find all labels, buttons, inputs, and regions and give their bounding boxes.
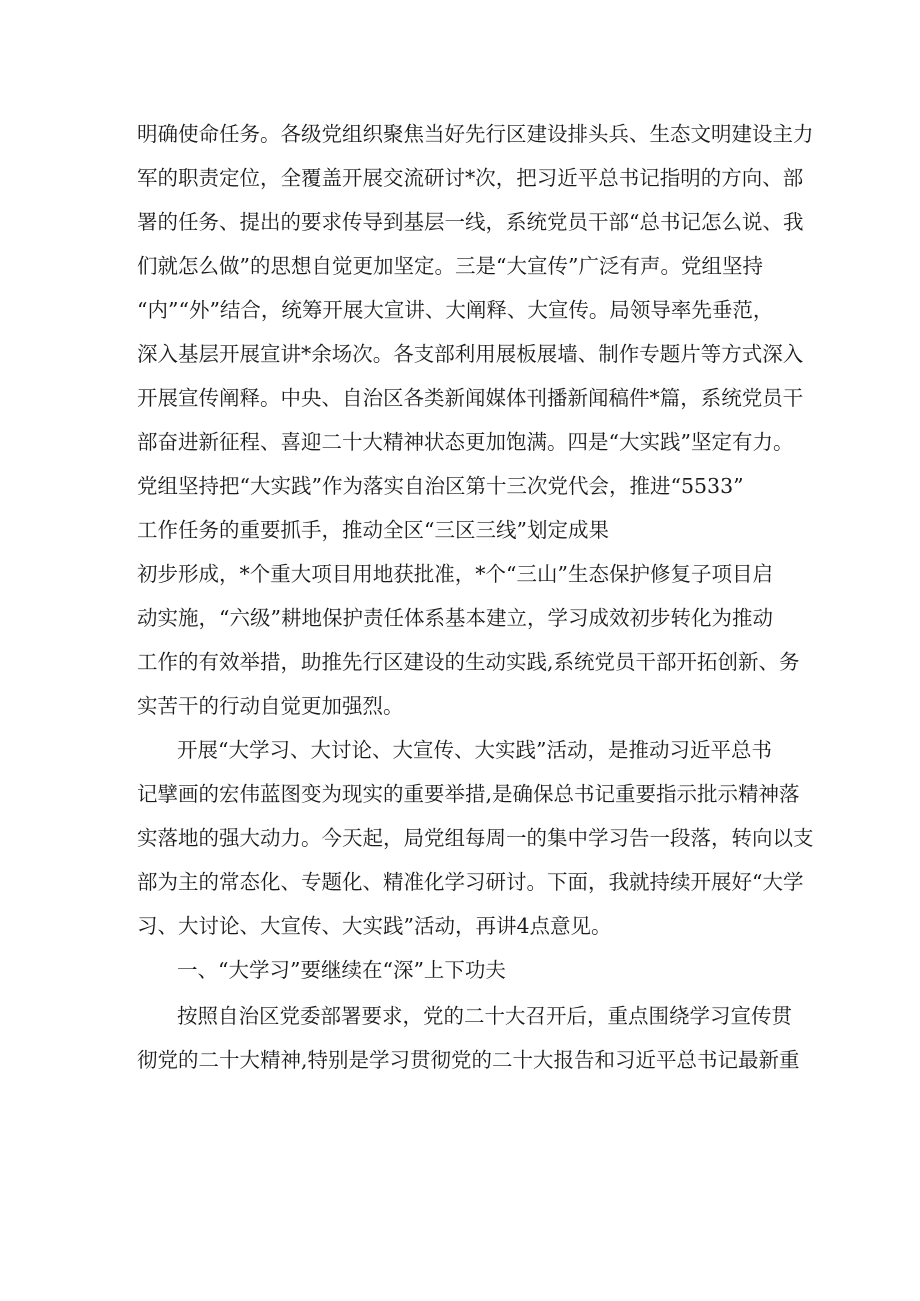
text-line: 军的职责定位，全覆盖开展交流研讨*次，把习近平总书记指明的方向、部 [137,166,804,190]
section-heading: 一、“大学习”要继续在“深”上下功夫 [177,958,506,982]
text-line: 记擘画的宏伟蓝图变为现实的重要举措,是确保总书记重要指示批示精神落 [137,782,800,806]
text-line: 深入基层开展宣讲*余场次。各支部利用展板展墙、制作专题片等方式深入 [137,342,804,366]
text-line: 习、大讨论、大宣传、大实践”活动，再讲4点意见。 [137,914,612,938]
text-line: 彻党的二十大精神,特别是学习贯彻党的二十大报告和习近平总书记最新重 [137,1048,800,1072]
text-line: 部为主的常态化、专题化、精准化学习研讨。下面，我就持续开展好“大学 [137,870,804,894]
text-line: 动实施，“六级”耕地保护责任体系基本建立，学习成效初步转化为推动 [137,606,773,630]
text-line: “内”“外”结合，统筹开展大宣讲、大阐释、大宣传。局领导率先垂范， [137,298,774,322]
text-line: 初步形成，*个重大项目用地获批准，*个“三山”生态保护修复子项目启 [137,562,773,586]
text-line: 署的任务、提出的要求传导到基层一线，系统党员干部“总书记怎么说、我 [137,210,804,234]
text-line: 党组坚持把“大实践”作为落实自治区第十三次党代会，推进“5533” [137,474,744,498]
text-line: 部奋进新征程、喜迎二十大精神状态更加饱满。四是“大实践”坚定有力。 [137,430,794,454]
text-line: 实苦干的行动自觉更加强烈。 [137,694,404,718]
text-line: 开展宣传阐释。中央、自治区各类新闻媒体刊播新闻稿件*篇，系统党员干 [137,386,804,410]
text-line: 工作的有效举措，助推先行区建设的生动实践,系统党员干部开拓创新、务 [137,650,800,674]
text-line: 工作任务的重要抓手，推动全区“三区三线”划定成果 [137,518,609,542]
text-line: 明确使命任务。各级党组织聚焦当好先行区建设排头兵、生态文明建设主力 [137,122,814,146]
text-line: 实落地的强大动力。今天起，局党组每周一的集中学习告一段落，转向以支 [137,826,814,850]
text-line: 们就怎么做”的思想自觉更加坚定。三是“大宣传”广泛有声。党组坚持 [137,254,763,278]
paragraph-start-line: 开展“大学习、大讨论、大宣传、大实践”活动，是推动习近平总书 [177,738,772,762]
paragraph-start-line: 按照自治区党委部署要求，党的二十大召开后，重点围绕学习宣传贯 [177,1004,792,1028]
